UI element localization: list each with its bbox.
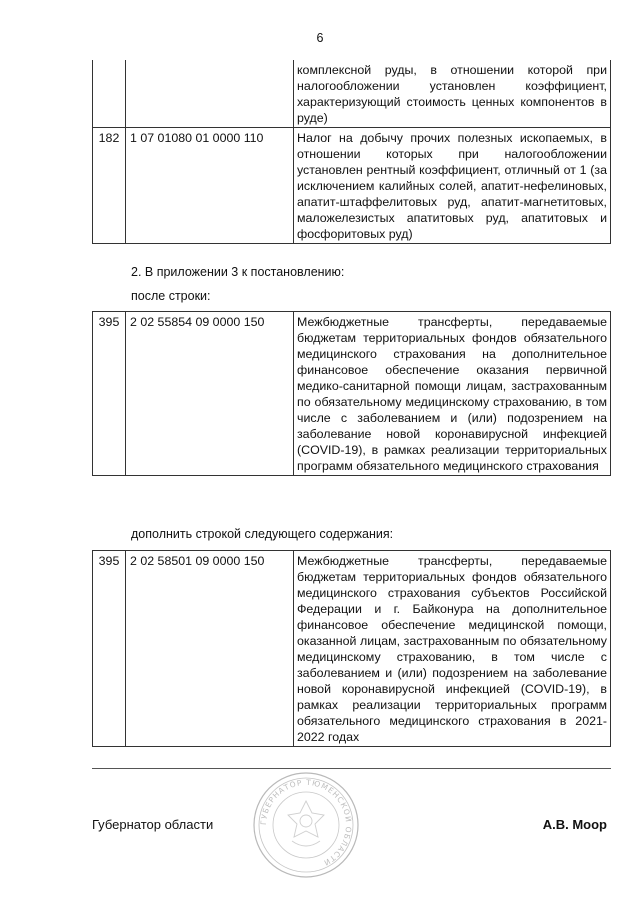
add-row-paragraph: дополнить строкой следующего содержания: [131,527,394,541]
row-number-cell: 395 [93,551,126,747]
table-row [93,60,611,128]
budget-code-cell: 1 07 01080 01 0000 110 [126,128,294,244]
after-row-paragraph: после строки: [131,289,211,303]
table-row [93,551,611,747]
budget-code-cell [126,60,294,128]
row-number-cell [93,60,126,128]
existing-row-table [92,311,611,476]
budget-code-cell: 2 02 58501 09 0000 150 [126,551,294,747]
budget-code-cell: 2 02 55854 09 0000 150 [126,312,294,476]
income-description-cell: Межбюджетные трансферты, передаваемые бюджетам территориальных фондов обязательного медицинского страхования субъектов Российской Федерации и г. Байконура на дополнительное финансовое обеспечение медицинской помощи, оказанной лицам, застрахованным по обязательному медицинскому страхованию, в том числе с заболеванием и (или) подозрением на заболевание новой коронавирусной инфекцией (COVID-19), в рамках реализации территориальных программ обязательного медицинского страхования в 2021-2022 годах [294,551,611,747]
signatory-name: А.В. Моор [542,817,607,832]
row-number-cell: 395 [93,312,126,476]
table-row [93,128,611,244]
income-description-cell: Налог на добычу прочих полезных ископаемых, в отношении которых при налогообложении установлен рентный коэффициент, отличный от 1 (за исключением калийных солей, апатит-нефелиновых, апатит-штаффелитовых руд, апатит-магнетитовых, маложелезистых апатитовых руд, апатитовых и фосфоритовых руд) [294,128,611,244]
table-row [93,312,611,476]
amendment-paragraph: 2. В приложении 3 к постановлению: [131,265,345,279]
table-end-divider [92,768,611,769]
signatory-position: Губернатор области [92,817,214,832]
new-row-table [92,550,611,747]
income-description-cell: комплексной руды, в отношении которой при налогообложении установлен коэффициент, характеризующий стоимость ценных компонентов в руде) [294,60,611,128]
budget-table-continuation [92,60,611,244]
income-description-cell: Межбюджетные трансферты, передаваемые бюджетам территориальных фондов обязательного медицинского страхования на дополнительное финансовое обеспечение оказания первичной медико-санитарной помощи лицам, застрахованным по обязательному медицинскому страхованию, в том числе с заболеванием и (или) подозрением на заболевание новой коронавирусной инфекцией (COVID-19), в рамках реализации территориальных программ обязательного медицинского страхования [294,312,611,476]
official-seal-stamp [252,771,360,879]
row-number-cell: 182 [93,128,126,244]
svg-text:ГУБЕРНАТОР ТЮМЕНСКОЙ ОБЛАСТИ: ГУБЕРНАТОР ТЮМЕНСКОЙ ОБЛАСТИ [258,777,354,868]
page-number: 6 [316,31,324,45]
